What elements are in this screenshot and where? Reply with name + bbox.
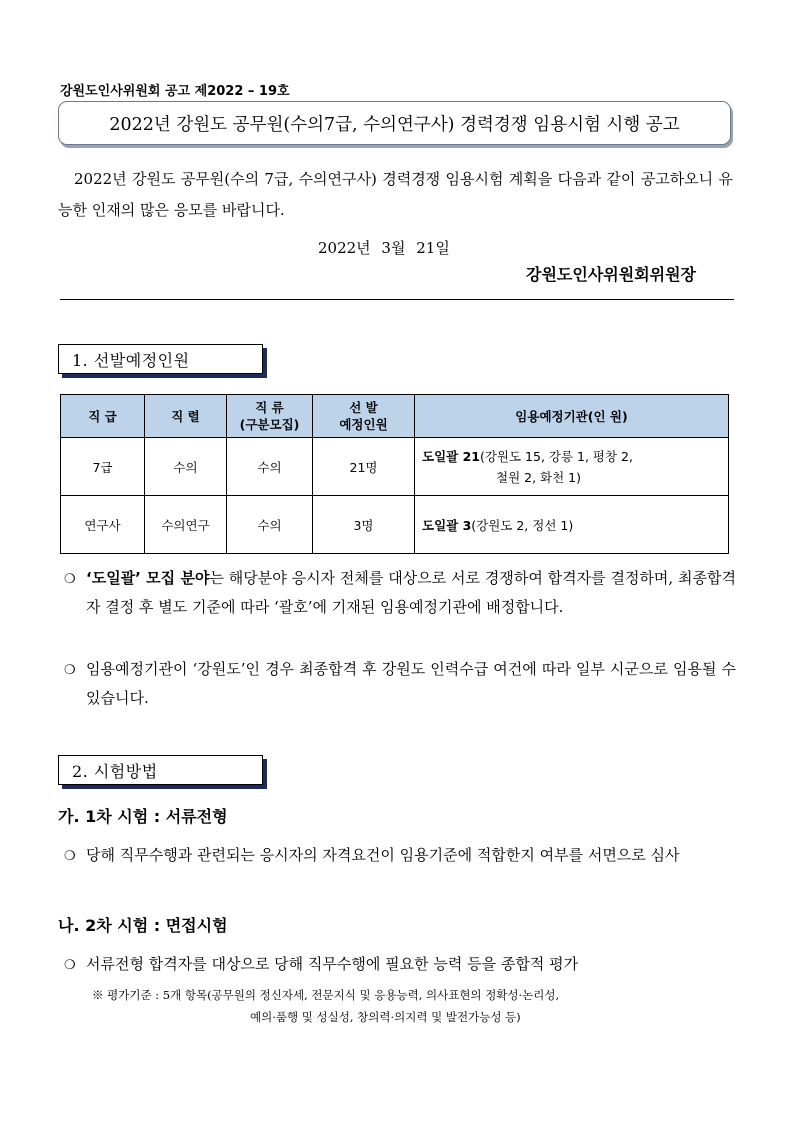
intro-text: 2022년 강원도 공무원(수의 7급, 수의연구사) 경력경쟁 임용시험 계획을 다음과 같이 공고하오니 유능한 인재의 많은 응모를 바랍니다. (58, 170, 733, 219)
notice-title: 2022년 강원도 공무원(수의7급, 수의연구사) 경력경쟁 임용시험 시행 공고 (109, 114, 680, 135)
cell-quota: 21명 (313, 438, 415, 496)
bullet-marker: ❍ (64, 572, 76, 587)
note-line: 예의·품행 및 성실성, 창의력·의지력 및 발전가능성 등) (250, 1010, 521, 1024)
cell-position: 수의 (145, 438, 227, 496)
recruitment-table (60, 394, 729, 554)
table-row (61, 496, 729, 554)
header-grade: 직 급 (61, 395, 145, 438)
header-org: 임용예정기관(인 원) (415, 395, 729, 438)
notice-number: 강원도인사위원회 공고 제2022 – 19호 (60, 84, 290, 99)
cell-series: 수의 (227, 438, 313, 496)
bullet-text: 임용예정기관이 ‘강원도’인 경우 최종합격 후 강원도 인력수급 여건에 따라 일부 시군으로 임용될 수 있습니다. (86, 660, 736, 707)
section1-heading-box (58, 344, 263, 374)
section2-heading-box (58, 755, 263, 785)
bullet-text: 는 해당분야 응시자 전체를 대상으로 서로 경쟁하여 합격자를 결정하며, 최종합격자 결정 후 별도 기준에 따라 ‘괄호’에 기재된 임용예정기관에 배정합니다. (86, 569, 736, 616)
evaluation-note (92, 984, 742, 1028)
bullet-item (64, 950, 736, 979)
section1-heading: 1. 선발예정인원 (72, 350, 190, 370)
table-row (61, 438, 729, 496)
notice-date: 2022년 3월 21일 (318, 239, 450, 257)
note-line: ※ 평가기준 : 5개 항목(공무원의 정신자세, 전문지식 및 응용능력, 의사표현의 정확성·논리성, (92, 988, 560, 1002)
bullet-item (64, 841, 736, 870)
bullet-marker: ❍ (64, 663, 76, 678)
intro-paragraph (58, 164, 733, 226)
bullet-item (64, 655, 736, 713)
bullet-marker: ❍ (64, 958, 76, 973)
cell-grade: 7급 (61, 438, 145, 496)
section2-heading: 2. 시험방법 (72, 761, 158, 781)
bullet-bold-text: ‘도일괄’ 모집 분야 (86, 569, 210, 587)
header-series: 직 류 (구분모집) (227, 395, 313, 438)
cell-series: 수의 (227, 496, 313, 554)
bullet-text: 서류전형 합격자를 대상으로 당해 직무수행에 필요한 능력 등을 종합적 평가 (86, 955, 579, 973)
bullet-item (64, 564, 736, 622)
header-quota: 선 발 예정인원 (313, 395, 415, 438)
divider (60, 299, 734, 300)
issuer-name: 강원도인사위원회위원장 (526, 265, 697, 284)
cell-org: 도일괄 3(강원도 2, 정선 1) (415, 496, 729, 554)
header-position: 직 렬 (145, 395, 227, 438)
bullet-text: 당해 직무수행과 관련되는 응시자의 자격요건이 임용기준에 적합한지 여부를 서면으로 심사 (86, 846, 680, 864)
notice-title-box (58, 101, 731, 145)
cell-org: 도일괄 21(강원도 15, 강릉 1, 평창 2, 철원 2, 화천 1) (415, 438, 729, 496)
cell-grade: 연구사 (61, 496, 145, 554)
bullet-marker: ❍ (64, 849, 76, 864)
cell-quota: 3명 (313, 496, 415, 554)
table-header-row (61, 395, 729, 438)
cell-position: 수의연구 (145, 496, 227, 554)
second-exam-title: 나. 2차 시험 : 면접시험 (58, 916, 228, 935)
first-exam-title: 가. 1차 시험 : 서류전형 (58, 807, 228, 826)
